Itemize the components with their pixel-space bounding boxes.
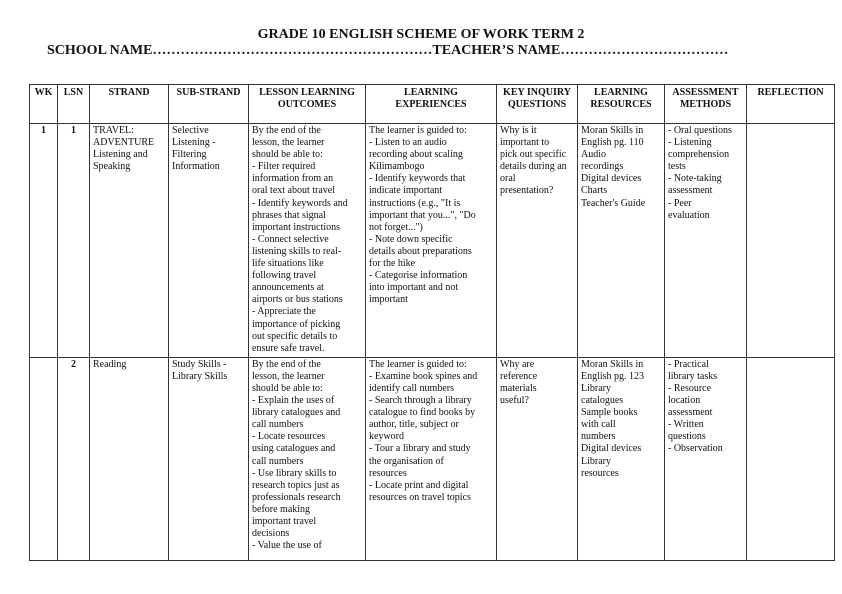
header-learning-experiences: LEARNING EXPERIENCES (366, 85, 497, 124)
cell-reflection (747, 124, 835, 358)
cell-line: author, title, subject or (369, 419, 459, 431)
cell-learning-experiences (366, 124, 497, 358)
cell-key-inquiry-questions (497, 124, 578, 358)
cell-lsn: 2 (58, 357, 90, 560)
cell-line: useful? (500, 395, 529, 407)
cell-line: - Use library skills to (252, 467, 337, 479)
cell-line: By the end of the (252, 358, 321, 370)
cell-line: English pg. 123 (581, 370, 645, 382)
cell-reflection (747, 357, 835, 560)
cell-line: library catalogues and (252, 407, 341, 419)
header-reflection: REFLECTION (747, 85, 835, 124)
cell-line: assessment (668, 407, 713, 419)
table-row (30, 357, 835, 560)
cell-line: should be able to: (252, 382, 323, 394)
cell-line: ADVENTURE (93, 137, 155, 149)
cell-line: indicate important (369, 185, 443, 197)
cell-line: presentation? (500, 185, 554, 197)
cell-key-inquiry-questions (497, 357, 578, 560)
cell-line: - Note down specific (369, 233, 453, 245)
cell-line: Selective (172, 125, 209, 136)
cell-line: By the end of the (252, 125, 321, 136)
cell-line: before making (252, 503, 311, 515)
cell-learning-resources (578, 124, 665, 358)
table-row (30, 124, 835, 358)
cell-sub-strand (169, 357, 249, 560)
cell-assessment-methods (665, 357, 747, 560)
cell-line: lesson, the learner (252, 137, 325, 149)
cell-line: - Oral questions (668, 125, 732, 136)
cell-line: Why are (500, 358, 535, 370)
cell-line: Teacher's Guide (581, 197, 646, 209)
cell-strand (90, 357, 169, 560)
cell-line: ensure safe travel. (252, 342, 325, 354)
cell-line: - Tour a library and study (369, 443, 471, 455)
cell-line: English pg. 110 (581, 137, 644, 149)
cell-line: The learner is guided to: (369, 125, 467, 136)
cell-line: keyword (369, 431, 404, 443)
header-strand: STRAND (90, 85, 169, 124)
cell-line: call numbers (252, 455, 304, 467)
cell-line: Digital devices (581, 173, 642, 185)
cell-line: Listening and (93, 149, 148, 161)
cell-line: reference (500, 370, 538, 382)
header-lsn: LSN (58, 85, 90, 124)
cell-line: Charts (581, 185, 608, 197)
cell-line: recording about scaling (369, 149, 463, 161)
cell-line: Kilimambogo (369, 161, 425, 173)
cell-line: - Identify keywords and (252, 197, 348, 209)
cell-line: Digital devices (581, 443, 642, 455)
cell-line: - Search through a library (369, 395, 472, 407)
cell-line: life situations like (252, 258, 324, 270)
cell-line: out specific details to (252, 330, 338, 342)
cell-line: following travel (252, 270, 317, 282)
cell-lesson-outcomes (249, 357, 366, 560)
cell-line: Why is it (500, 125, 537, 136)
cell-line: - Examine book spines and (369, 370, 478, 382)
header-wk: WK (30, 85, 58, 124)
cell-line: The learner is guided to: (369, 358, 467, 370)
cell-line: - Written (668, 419, 704, 431)
cell-line: should be able to: (252, 149, 323, 161)
cell-line: Library (581, 455, 611, 467)
cell-learning-experiences (366, 357, 497, 560)
cell-line: materials (500, 382, 537, 394)
cell-learning-resources (578, 357, 665, 560)
header-assessment-methods: ASSESSMENT METHODS (665, 85, 747, 124)
cell-line: call numbers (252, 419, 304, 431)
cell-line: - Observation (668, 443, 723, 455)
cell-line: oral (500, 173, 516, 185)
cell-line: details during an (500, 161, 567, 173)
cell-line: information from an (252, 173, 334, 185)
cell-line: - Identify keywords that (369, 173, 466, 185)
cell-line: - Resource (668, 382, 712, 394)
cell-strand (90, 124, 169, 358)
cell-line: important to (500, 137, 550, 149)
cell-line: Library (581, 382, 611, 394)
cell-line: Audio (581, 149, 606, 161)
cell-line: listening skills to real- (252, 245, 342, 257)
cell-line: - Appreciate the (252, 306, 316, 318)
cell-line: oral text about travel (252, 185, 336, 197)
table-header-row (30, 85, 835, 124)
cell-line: catalogue to find books by (369, 407, 476, 419)
cell-line: Study Skills - (172, 358, 227, 370)
cell-line: - Listening (668, 137, 712, 149)
cell-sub-strand (169, 124, 249, 358)
cell-line: questions (668, 431, 706, 443)
cell-line: recordings (581, 161, 624, 173)
cell-line: the organisation of (369, 455, 444, 467)
cell-line: - Categorise information (369, 270, 468, 282)
cell-line: tests (668, 161, 686, 173)
cell-line: lesson, the learner (252, 370, 325, 382)
cell-line: identify call numbers (369, 382, 454, 394)
cell-line: Moran Skills in (581, 125, 644, 136)
cell-line: professionals research (252, 491, 341, 503)
cell-line: TRAVEL: (93, 125, 134, 136)
document-title: GRADE 10 ENGLISH SCHEME OF WORK TERM 2 (257, 27, 585, 42)
cell-line: important instructions (252, 221, 341, 233)
cell-line: importance of picking (252, 318, 341, 330)
cell-line: important (369, 294, 408, 306)
cell-line: resources (369, 467, 407, 479)
cell-line: - Explain the uses of (252, 395, 335, 407)
cell-line: decisions (252, 528, 290, 540)
cell-line: Speaking (93, 161, 131, 173)
cell-line: - Connect selective (252, 233, 329, 245)
cell-line: Sample books (581, 407, 638, 419)
cell-line: Moran Skills in (581, 358, 644, 370)
cell-line: Listening - (172, 137, 216, 149)
cell-line: - Filter required (252, 161, 316, 173)
cell-line: announcements at (252, 282, 324, 294)
cell-line: - Locate resources (252, 431, 326, 443)
cell-line: Information (172, 161, 220, 173)
cell-assessment-methods (665, 124, 747, 358)
cell-line: numbers (581, 431, 616, 443)
cell-wk (30, 357, 58, 560)
cell-line: Library Skills (172, 370, 228, 382)
cell-line: not forget...") (369, 221, 423, 233)
cell-line: into important and not (369, 282, 459, 294)
cell-lsn: 1 (58, 124, 90, 358)
cell-line: comprehension (668, 149, 730, 161)
cell-line: instructions (e.g., "It is (369, 197, 461, 209)
cell-line: - Locate print and digital (369, 479, 469, 491)
header-lesson-outcomes: LESSON LEARNING OUTCOMES (249, 85, 366, 124)
cell-line: pick out specific (500, 149, 567, 161)
cell-line: assessment (668, 185, 713, 197)
cell-line: Filtering (172, 149, 207, 161)
cell-line: phrases that signal (252, 209, 326, 221)
cell-line: for the hike (369, 258, 416, 270)
cell-line: important travel (252, 516, 317, 527)
cell-line: location (668, 395, 701, 407)
header-learning-resources: LEARNING RESOURCES (578, 85, 665, 124)
cell-lesson-outcomes (249, 124, 366, 358)
scheme-of-work-table (29, 84, 835, 561)
cell-line: - Listen to an audio (369, 137, 447, 149)
school-teacher-line: SCHOOL NAME……………………………………………………TEACHER’S NAME……………………………… (47, 43, 729, 58)
cell-line: library tasks (668, 370, 718, 382)
cell-line: airports or bus stations (252, 294, 343, 306)
cell-line: resources (581, 467, 619, 479)
cell-line: Reading (93, 358, 127, 370)
cell-line: important that you...", "Do (369, 209, 476, 221)
cell-line: - Peer (668, 197, 692, 209)
cell-line: catalogues (581, 395, 624, 407)
cell-line: - Note-taking (668, 173, 722, 185)
cell-line: with call (581, 419, 616, 431)
header-key-inquiry-questions: KEY INQUIRY QUESTIONS (497, 85, 578, 124)
cell-line: using catalogues and (252, 443, 336, 455)
cell-line: - Value the use of (252, 540, 322, 552)
cell-line: research topics just as (252, 479, 340, 491)
cell-wk: 1 (30, 124, 58, 358)
cell-line: details about preparations (369, 245, 472, 257)
header-sub-strand: SUB-STRAND (169, 85, 249, 124)
cell-line: - Practical (668, 358, 709, 370)
cell-line: evaluation (668, 209, 710, 221)
cell-line: resources on travel topics (369, 491, 471, 503)
